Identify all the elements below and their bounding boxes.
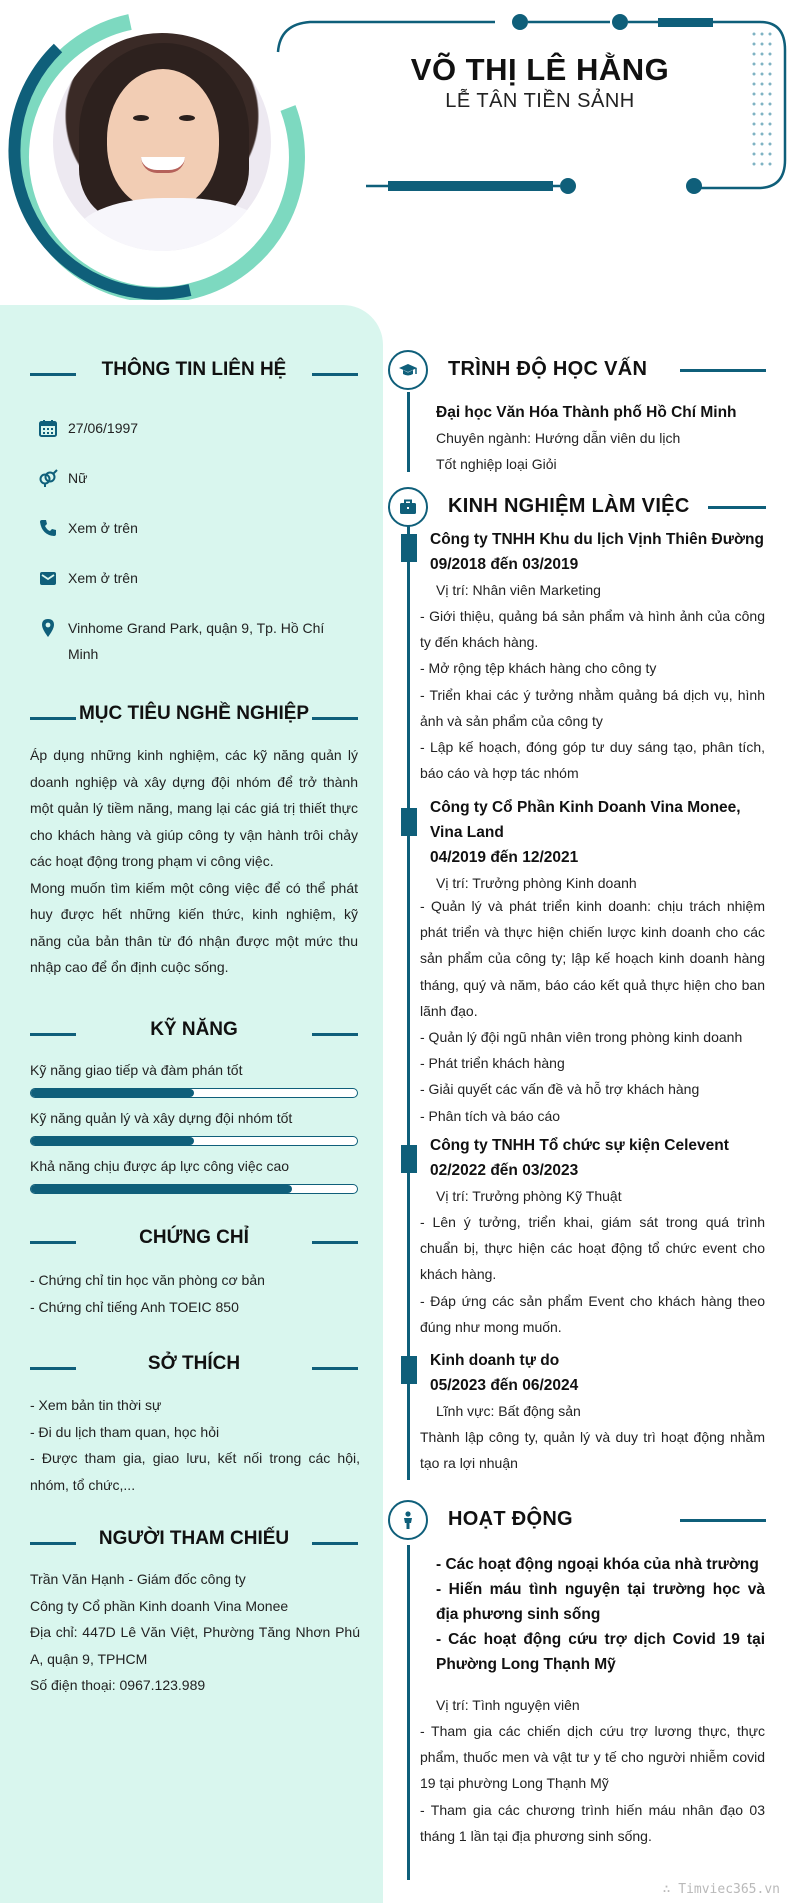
activities-position: Vị trí: Tình nguyện viên: [436, 1697, 580, 1713]
calendar-icon: [38, 418, 58, 438]
contact-email: [38, 565, 358, 591]
title-underline-bar: [388, 181, 553, 191]
objective-text: [30, 742, 358, 981]
certificate-item: - Chứng chỉ tin học văn phòng cơ bản: [30, 1272, 265, 1288]
job-header: [430, 1348, 775, 1424]
job-company: Kinh doanh tự do: [430, 1352, 560, 1369]
school-name: Đại học Văn Hóa Thành phố Hồ Chí Minh: [436, 404, 737, 421]
skills-heading-text: KỸ NĂNG: [150, 1019, 238, 1040]
skill-item: [30, 1062, 360, 1098]
job-header: [430, 795, 775, 896]
job-task: - Mở rộng tệp khách hàng cho công ty: [420, 660, 657, 677]
skill-bar-fill: [31, 1089, 194, 1097]
activity-item: - Các hoạt động cứu trợ dịch Covid 19 tại Phường Long Thạnh Mỹ: [436, 1631, 765, 1673]
activities-position-block: [436, 1692, 781, 1718]
contact-heading-text: THÔNG TIN LIÊN HỆ: [101, 359, 287, 380]
contact-phone: [38, 515, 358, 541]
skill-bar-fill: [31, 1137, 194, 1145]
timeline-marker: [401, 1145, 417, 1173]
watermark: ∴ Timviec365.vn: [662, 1882, 780, 1897]
job-header: [430, 527, 775, 603]
experience-icon-circle: [388, 487, 428, 527]
frame-dot: [686, 178, 702, 194]
location-pin-icon: [38, 618, 58, 638]
hobbies-list: [30, 1392, 360, 1498]
job-company: Công ty TNHH Khu du lịch Vịnh Thiên Đường: [430, 531, 764, 548]
activity-task: - Tham gia các chiến dịch cứu trợ lương thực, thực phẩm, thuốc men và vật tư y tế cho người nhiễm covid 19 tại phường Long Thạnh Mỹ: [420, 1723, 765, 1792]
education-heading: [388, 350, 768, 390]
job-task: - Quản lý đội ngũ nhân viên trong phòng kinh doanh: [420, 1029, 743, 1046]
job-task: Thành lập công ty, quản lý và duy trì hoạt động nhằm tạo ra lợi nhuận: [420, 1429, 765, 1472]
experience-heading: [388, 487, 768, 527]
job-position: Vị trí: Nhân viên Marketing: [436, 582, 601, 598]
job-company: Công ty Cổ Phần Kinh Doanh Vina Monee, Vina Land: [430, 799, 741, 841]
job-task: - Lập kế hoạch, đóng góp tư duy sáng tạo, phân tích, báo cáo và hợp tác nhóm: [420, 739, 765, 782]
hobbies-heading: [30, 1353, 358, 1383]
job-task: - Phát triển khách hàng: [420, 1055, 565, 1072]
job-period: 02/2022 đến 03/2023: [430, 1162, 579, 1179]
hobby-item: - Xem bản tin thời sự: [30, 1397, 162, 1413]
job-position: Lĩnh vực: Bất động sản: [436, 1403, 581, 1419]
skill-bar: [30, 1136, 358, 1146]
hobby-item: - Được tham gia, giao lưu, kết nối trong các hội, nhóm, tổ chức,...: [30, 1450, 360, 1493]
frame-dot: [512, 14, 528, 30]
objective-heading-text: MỤC TIÊU NGHỀ NGHIỆP: [78, 703, 310, 724]
contact-gender: [38, 465, 358, 491]
profile-photo: [48, 28, 276, 256]
left-column: [0, 305, 383, 1903]
activity-item: - Hiến máu tình nguyện tại trường học và địa phương sinh sống: [436, 1581, 765, 1623]
activity-item: - Các hoạt động ngoại khóa của nhà trường: [436, 1556, 759, 1573]
job-tasks: [420, 1209, 765, 1340]
major: Chuyên ngành: Hướng dẫn viên du lịch: [436, 430, 681, 446]
graduation-cap-icon: [398, 360, 418, 380]
objective-paragraph-2: Mong muốn tìm kiếm một công việc để có thể phát huy được hết những kiến thức, kinh nghiệm, kỹ năng của bản thân từ đó nhận được một mức thu nhập cao để ổn định cuộc sống.: [30, 879, 358, 975]
education-icon-circle: [388, 350, 428, 390]
birthday-value: 27/06/1997: [68, 420, 139, 436]
experience-timeline-line: [407, 525, 410, 1480]
activities-timeline-line: [407, 1545, 410, 1880]
job-task: - Đáp ứng các sản phẩm Event cho khách hàng theo đúng như mong muốn.: [420, 1292, 765, 1335]
skill-item: [30, 1158, 360, 1194]
candidate-name: VÕ THỊ LÊ HẰNG: [410, 52, 670, 87]
experience-heading-text: KINH NGHIỆM LÀM VIỆC: [448, 495, 690, 517]
reference-item: Địa chỉ: 447D Lê Văn Việt, Phường Tăng Nhơn Phú A, quận 9, TPHCM: [30, 1624, 360, 1667]
activities-heading: [388, 1500, 768, 1540]
skill-item: [30, 1110, 360, 1146]
email-value: Xem ở trên: [68, 570, 138, 586]
skill-bar: [30, 1088, 358, 1098]
activities-icon-circle: [388, 1500, 428, 1540]
certificate-item: - Chứng chỉ tiếng Anh TOEIC 850: [30, 1298, 239, 1315]
job-company: Công ty TNHH Tổ chức sự kiện Celevent: [430, 1137, 729, 1154]
certificates-list: [30, 1267, 360, 1320]
job-task: - Giới thiệu, quảng bá sản phẩm và hình ảnh của công ty đến khách hàng.: [420, 608, 765, 651]
skill-label: Khả năng chịu được áp lực công việc cao: [30, 1158, 290, 1174]
objective-paragraph-1: Áp dụng những kinh nghiệm, các kỹ năng quản lý doanh nghiệp và xây dựng đội nhóm để trở thành một quản lý tiềm năng, mang lại các giá trị thiết thực cho khách hàng và giúp công ty vận hành trôi chảy các hoạt động trong phạm vi công việc.: [30, 747, 358, 869]
timeline-marker: [401, 1356, 417, 1384]
references-heading-text: NGƯỜI THAM CHIẾU: [98, 1528, 290, 1549]
job-period: 05/2023 đến 06/2024: [430, 1377, 579, 1394]
hobbies-heading-text: SỞ THÍCH: [147, 1353, 241, 1374]
skills-heading: [30, 1019, 358, 1049]
email-icon: [38, 568, 58, 588]
references-heading: [30, 1528, 358, 1558]
job-task: - Giải quyết các vấn đề và hỗ trợ khách hàng: [420, 1081, 700, 1098]
gender-value: Nữ: [68, 470, 88, 486]
contact-address: [38, 615, 358, 667]
job-period: 09/2018 đến 03/2019: [430, 556, 579, 573]
objective-heading: [30, 703, 358, 733]
hobby-item: - Đi du lịch tham quan, học hỏi: [30, 1423, 220, 1440]
job-tasks: [420, 1424, 765, 1476]
activity-task: - Tham gia các chương trình hiến máu nhân đạo 03 tháng 1 lần tại địa phương sinh sống.: [420, 1801, 765, 1844]
job-task: - Triển khai các ý tưởng nhằm quảng bá dịch vụ, hình ảnh và sản phẩm của công ty: [420, 686, 765, 729]
job-header: [430, 1133, 775, 1209]
activities-list: [436, 1552, 765, 1677]
education-heading-text: TRÌNH ĐỘ HỌC VẤN: [448, 358, 648, 380]
job-task: - Phân tích và báo cáo: [420, 1107, 561, 1124]
certificates-heading-text: CHỨNG CHỈ: [139, 1227, 249, 1248]
education-block: [436, 400, 781, 477]
graduation-grade: Tốt nghiệp loại Giỏi: [436, 456, 557, 472]
phone-value: Xem ở trên: [68, 520, 138, 536]
references-list: [30, 1566, 360, 1699]
frame-line-top: [278, 22, 495, 52]
activities-heading-text: HOẠT ĐỘNG: [448, 1508, 573, 1530]
job-task: - Quản lý và phát triển kinh doanh: chịu trách nhiệm phát triển và thực hiện chiến lược kinh doanh cho các sản phẩm của công ty; lập kế hoạch kinh doanh hàng tháng, quý và năm, báo cáo kết quả thực hiện cho ban lãnh đạo.: [420, 898, 765, 1019]
dot-pattern: [753, 33, 772, 166]
skill-label: Kỹ năng quản lý và xây dựng đội nhóm tốt: [30, 1110, 293, 1126]
title-underline-dot: [560, 178, 576, 194]
reference-item: Trần Văn Hạnh - Giám đốc công ty: [30, 1571, 246, 1587]
address-value: Vinhome Grand Park, quận 9, Tp. Hồ Chí Minh: [68, 620, 325, 662]
contact-heading: [30, 359, 358, 389]
person-icon: [398, 1510, 418, 1530]
gender-icon: [38, 468, 58, 488]
job-position: Vị trí: Trưởng phòng Kinh doanh: [436, 875, 637, 891]
timeline-marker: [401, 808, 417, 836]
skill-bar-fill: [31, 1185, 292, 1193]
job-tasks: [420, 893, 765, 1129]
job-position: Vị trí: Trưởng phòng Kỹ Thuật: [436, 1188, 622, 1204]
briefcase-icon: [398, 497, 418, 517]
skill-label: Kỹ năng giao tiếp và đàm phán tốt: [30, 1062, 243, 1078]
phone-icon: [38, 518, 58, 538]
timeline-marker: [401, 534, 417, 562]
reference-item: Công ty Cổ phần Kinh doanh Vina Monee: [30, 1597, 289, 1614]
certificates-heading: [30, 1227, 358, 1257]
skill-bar: [30, 1184, 358, 1194]
cv-header: [0, 0, 800, 300]
reference-item: Số điện thoại: 0967.123.989: [30, 1677, 206, 1693]
job-tasks: [420, 603, 765, 786]
job-task: - Lên ý tưởng, triển khai, giám sát trong quá trình chuẩn bị, thực hiện các hoạt động tổ chức event cho khách hàng.: [420, 1214, 765, 1283]
education-timeline-line: [407, 392, 410, 472]
job-period: 04/2019 đến 12/2021: [430, 849, 579, 866]
frame-dot: [612, 14, 628, 30]
contact-birthday: [38, 415, 358, 441]
activities-tasks: [420, 1718, 765, 1849]
candidate-title: LỄ TÂN TIỀN SẢNH: [445, 90, 635, 112]
